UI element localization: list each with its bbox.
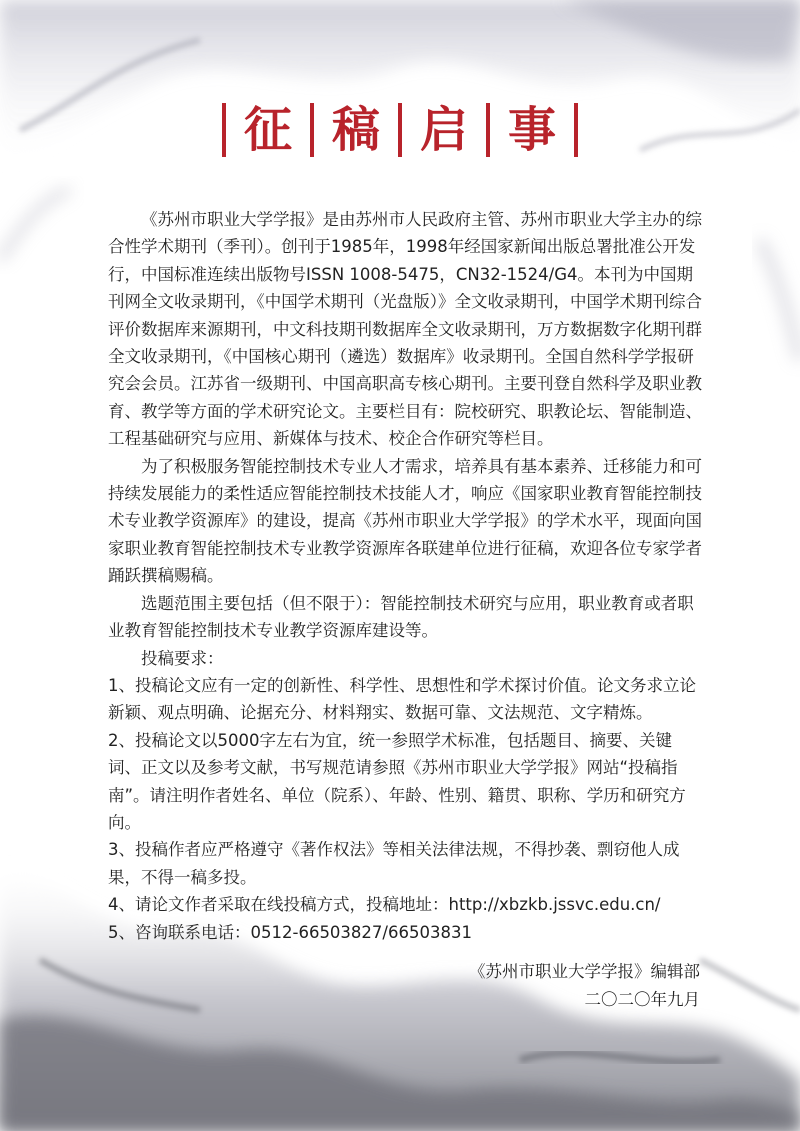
scope-paragraph: 选题范围主要包括（但不限于）：智能控制技术研究与应用，职业教育或者职业教育智能控制技术专业教学资源库建设等。 [108, 593, 694, 641]
requirements-heading: 投稿要求： [141, 648, 224, 668]
requirement-item-phone: 5、咨询联系电话：0512-66503827/66503831 [108, 922, 472, 942]
page-title [0, 100, 800, 160]
title-divider [574, 103, 578, 157]
requirement-item-submission-url: 4、请论文作者采取在线投稿方式，投稿地址：http://xbzkb.jssvc.edu.cn/ [108, 895, 661, 915]
article-body [108, 206, 704, 946]
requirement-item: 2、投稿论文以5000字左右为宜，统一参照学术标准，包括题目、摘要、关键词、正文以及参考文献，书写规范请参照《苏州市职业大学学报》网站“投稿指南”。请注明作者姓名、单位（院系）、年龄、性别、籍贯、职称、学历和研究方向。 [108, 730, 686, 832]
title-divider [310, 103, 314, 157]
title-divider [486, 103, 490, 157]
title-char: 稿 [331, 102, 380, 158]
requirement-item: 1、投稿论文应有一定的创新性、科学性、思想性和学术探讨价值。论文务求立论新颖、观点明确、论据充分、材料翔实、数据可靠、文法规范、文字精炼。 [108, 675, 696, 723]
title-divider [398, 103, 402, 157]
signature-date: 二〇二〇年九月 [584, 990, 700, 1009]
title-divider [222, 103, 226, 157]
title-char: 事 [508, 102, 557, 158]
signature-org: 《苏州市职业大学学报》编辑部 [469, 962, 700, 981]
signature-block [469, 958, 700, 1014]
title-char: 征 [243, 102, 292, 158]
title-char: 启 [420, 102, 469, 158]
requirement-item: 3、投稿作者应严格遵守《著作权法》等相关法律法规，不得抄袭、剽窃他人成果，不得一稿多投。 [108, 840, 680, 887]
purpose-paragraph: 为了积极服务智能控制技术专业人才需求，培养具有基本素养、迁移能力和可持续发展能力的柔性适应智能控制技术技能人才，响应《国家职业教育智能控制技术专业教学资源库》的建设，提高《苏州市职业大学学报》的学术水平，现面向国家职业教育智能控制技术专业教学资源库各联建单位进行征稿，欢迎各位专家学者踊跃撰稿赐稿。 [108, 456, 702, 586]
intro-paragraph: 《苏州市职业大学学报》是由苏州市人民政府主管、苏州市职业大学主办的综合性学术期刊（季刊）。创刊于1985年，1998年经国家新闻出版总署批准公开发行，中国标准连续出版物号ISSN 1008-5475，CN32-1524/G4。本刊为中国期刊网全文收录期刊，《中国学术期刊（光盘版）》全文收录期刊，中国学术期刊综合评价数据库来源期刊，中文科技期刊数据库全文收录期刊，万方数据数字化期刊群全文收录期刊，《中国核心期刊（遴选）数据库》收录期刊。全国自然科学学报研究会会员。江苏省一级期刊、中国高职高专核心期刊。主要刊登自然科学及职业教育、教学等方面的学术研究论文。主要栏目有：院校研究、职教论坛、智能制造、工程基础研究与应用、新媒体与技术、校企合作研究等栏目。 [108, 210, 702, 449]
